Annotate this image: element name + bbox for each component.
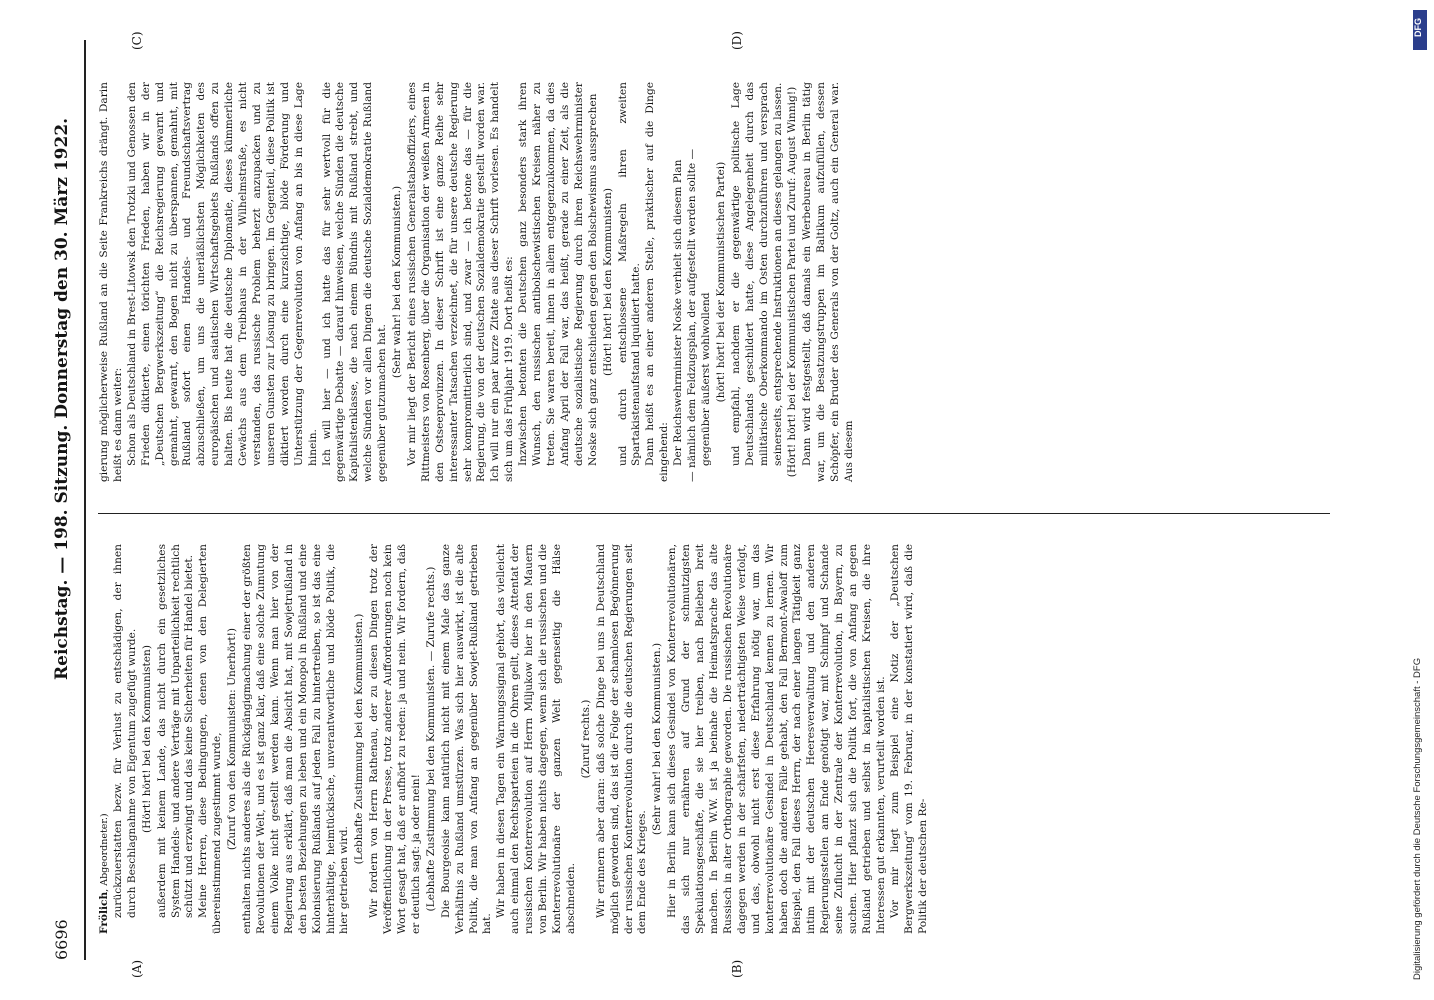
speaker-name: Frölich bbox=[98, 891, 110, 934]
paragraph: Wir haben in diesen Tagen ein Warnungssignal gehört, das vielleicht auch einmal den Rechtsparteien in die Ohren gellt, dieses Attentat der russischen Konterrevolution auf Herrn Miljukow hier in den Mauern von Berlin. Wir haben nichts dagegen, wenn sich die russischen und die Konterrevolutionäre der ganzen Welt gegenseitig die Hälse abschneiden. bbox=[495, 544, 577, 934]
paragraph: Vor mir liegt zum Beispiel eine Notiz der „Deutschen Bergwerkszeitung“ vom 19. Februar, in der konstatiert wird, daß die Politik der deutschen Re- bbox=[888, 544, 929, 934]
interjection: (Lebhafte Zustimmung bei den Kommunisten. — Zurufe rechts.) bbox=[424, 566, 437, 912]
interjection: (hört! hört! bei der Kommunistischen Partei) bbox=[714, 161, 727, 403]
quotation: Inzwischen betonten die Deutschen ganz besonders stark ihren Wunsch, den russischen antibolschewistischen Kreisen näher zu treten. Sie waren bereit, ihnen in allem entgegenzukommen, da dies Anfang April der Fall war, das heißt, gerade zu einer Zeit, als die deutsche sozialistische Regierung durch ihren Reichswehrminister Noske sich ganz entschieden gegen den Bolschewismus aussprechen bbox=[517, 82, 599, 466]
interjection: (Sehr wahr! bei den Kommunisten.) bbox=[651, 642, 664, 836]
dfg-footer-text: Digitalisierung gefördert durch die Deutsche Forschungsgemeinschaft - DFG bbox=[1412, 657, 1423, 980]
paragraph: Wir fordern von Herrn Rathenau, der zu diesen Dingen trotz der Veröffentlichung in der Presse, trotz anderer Aufforderungen noch kein Wort gesagt hat, daß er aufhört zu reden: ja und nein. Wir fordern, daß er deutlich sagt: ja oder nein! bbox=[368, 544, 422, 934]
interjection: (Zuruf von den Kommunisten: Unerhört!) bbox=[226, 627, 239, 851]
text-column-left bbox=[98, 544, 930, 934]
column-divider bbox=[98, 513, 1330, 514]
interjection: (Hört! hört! bei den Kommunisten) bbox=[140, 645, 153, 833]
interjection: (Hört! hört! bei den Kommunisten) bbox=[601, 188, 614, 376]
margin-marker-a: (A) bbox=[130, 959, 144, 978]
margin-marker-c: (C) bbox=[130, 31, 144, 50]
page-title: Reichstag. — 198. Sitzung. Donnerstag den 30. März 1922. bbox=[52, 117, 72, 680]
interjection: (Sehr wahr! bei den Kommunisten.) bbox=[391, 185, 404, 379]
quotation: Der Reichswehrminister Noske verhielt sich diesem Plan bbox=[672, 159, 685, 466]
paragraph: außerdem mit keinem Lande, das nicht durch ein gesetzliches System Handels- und andere Verträge mit Unparteilichkeit rechtlich schützt und erzwingt und das keine Sicherheiten für Handel bietet. bbox=[155, 544, 196, 918]
margin-marker-d: (D) bbox=[730, 31, 744, 50]
paragraph: Dann heißt es an einer anderen Stelle, praktischer auf die Dinge eingehend: bbox=[644, 82, 671, 482]
paragraph: Dann wird festgestellt, daß damals ein Werbebureau in Berlin tätig war, um die Besatzungstruppen im Baltikum aufzufüllen, dessen Schöpfer, ein Bruder des Generals von der Goltz, auch ein General war. Aus diesem bbox=[801, 82, 856, 482]
quotation: und durch entschlossene Maßregeln ihren zweiten Spartakistenaufstand liquidiert hatte. bbox=[616, 82, 643, 466]
paragraph: Wir erinnern aber daran: daß solche Dinge bei uns in Deutschland möglich geworden sind, das ist die Folge der schamlosen Begönnerung der russischen Konterrevolution durch die deutschen Regierungen seit dem Ende des Krieges. bbox=[594, 544, 649, 934]
paragraph: Vor mir liegt der Bericht eines russischen Generalstabsoffiziers, eines Rittmeisters von Rosenberg, über die Organisation der weißen Armeen in den Ostseeprovinzen. In dieser Schrift ist eine ganze Reihe sehr interessanter Tatsachen verzeichnet, die für unsere deutsche Regierung sehr kompromittierlich sind, und zwar — ich betone das — für die Regierung, die von der deutschen Sozialdemokratie gestellt worden war. Ich will nur ein paar kurze Zitate aus dieser Schrift vorlesen. Es handelt sich um das Frühjahr 1919. Dort heißt es: bbox=[405, 82, 516, 482]
header-rule bbox=[84, 40, 86, 960]
interjection: (Lebhafte Zustimmung bei den Kommunisten.) bbox=[353, 613, 366, 865]
speaker-role: , Abgeordneter.) bbox=[99, 813, 110, 892]
paragraph: gierung möglicherweise Rußland an die Seite Frankreichs drängt. Darin heißt es dann weiter: bbox=[98, 82, 124, 482]
quotation: gegenüber äußerst wohlwollend bbox=[699, 292, 712, 466]
dfg-logo-text: DFG bbox=[1413, 18, 1423, 37]
dfg-footer bbox=[1410, 10, 1430, 990]
paragraph: Ich will hier — und ich hatte das für sehr wertvoll für die gegenwärtige Debatte — darauf hinweisen, welche Sünden die deutsche Kapitalistenklasse, die nach einem Bündnis mit Rußland strebt, und welche Sünden vor allen Dingen die deutsche Sozialdemokratie Rußland gegenüber gutzumachen hat. bbox=[320, 82, 389, 482]
paragraph: — nämlich dem Feldzugsplan, der aufgestellt werden sollte — bbox=[686, 148, 699, 482]
quotation: Schon als Deutschland in Brest-Litowsk den Trotzki und Genossen den Frieden diktierte, einen törichten Frieden, haben wir in der „Deutschen Bergwerkszeitung“ die Reichsregierung gewarnt und gemahnt, gewarnt, den Bogen nicht zu überspannen, gemahnt, mit Rußland sofort einen Handels- und Freundschaftsvertrag abzuschließen, um uns die unerläßlichsten Möglichkeiten des europäischen und asiatischen Wirtschaftsgebiets Rußlands offen zu halten. Bis heute hat die deutsche Diplomatie, dieses kümmerliche Gewächs aus dem Treibhaus in der Wilhelmstraße, es nicht verstanden, das russische Problem beherzt anzupacken und zu unseren Gunsten zur Lösung zu bringen. Im Gegenteil, diese Politik ist diktiert worden durch eine kurzsichtige, blöde Förderung und Unterstützung der Gegenrevolution von Anfang an bis in diese Lage hinein. bbox=[125, 82, 319, 466]
paragraph: Die Bourgeoisie kann natürlich nicht mit einem Male das ganze Verhältnis zu Rußland umstürzen. Was sich hier auswirkt, ist die alte Politik, die man von Anfang an gegenüber Sowjet-Rußland getrieben hat. bbox=[439, 544, 494, 934]
paragraph: Hier in Berlin kann sich dieses Gesindel von Konterrevolutionären, das sich nur ernähren auf Grund der schmutzigsten Spekulationsgeschäfte, die sie hier treiben, nach Belieben breit machen. In Berlin W.W. ist ja beinahe die Heimatsprache das alte Russisch in alter Orthographie geworden. Die russischen Revolutionäre dagegen werden in der schärfsten, niederträchtigsten Weise verfolgt, und das, obwohl nicht erst diese Erfahrung nötig war, um das konterrevolutionäre Gesindel in Deutschland kennen zu lernen. Wir haben doch die anderen Fälle gehabt, den Fall Bermont-Awaloff zum Beispiel, den Fall dieses Herrn, der nach einer langen Tätigkeit ganz intim mit der deutschen Heeresverwaltung und den anderen Regierungsstellen am Ende genötigt war, mit Schimpf und Schande seine Zuflucht in der Zentrale der Konterrevolution, in Bayern, zu suchen. Hier pflanzt sich die Politik fort, die von Anfang an gegen Rußland getrieben und selbst in kapitalistischen Kreisen, die ihre Interessen gut erkannten, verurteilt worden ist. bbox=[666, 544, 887, 934]
speaker-line bbox=[98, 544, 112, 934]
paragraph: zurückzuerstatten bezw. für Verlust zu entschädigen, der ihnen durch Beschlagnahme von Eigentum zugefügt wurde. bbox=[111, 544, 138, 918]
quotation: und empfahl, nachdem er die gegenwärtige politische Lage Deutschlands geschildert hatte, diese Angelegenheit durch das militärische Oberkommando im Osten durchzuführen und versprach seinerseits, entsprechende Instruktionen an dieses gelangen zu lassen. bbox=[729, 82, 784, 466]
margin-marker-b: (B) bbox=[730, 959, 744, 978]
text-column-right bbox=[98, 82, 857, 482]
interjection: (Zuruf rechts.) bbox=[579, 699, 592, 779]
page-number: 6696 bbox=[52, 919, 71, 960]
paragraph: enthalten nichts anderes als die Rückgängigmachung einer der größten Revolutionen der Welt, und es ist ganz klar, daß eine solche Zumutung einem Volke nicht gestellt werden kann. Wenn man hier von der Regierung aus erklärt, daß man die Absicht hat, mit Sowjetrußland in den besten Beziehungen zu leben und ein Monopol in Rußland und eine Kolonisierung Rußlands auf jeden Fall zu hintertreiben, so ist das eine hinterhältige, heimtückische, unverantwortliche und blöde Politik, die hier getrieben wird. bbox=[241, 544, 351, 934]
dfg-logo bbox=[1413, 10, 1427, 50]
interjection: (Hört! hört! bei der Kommunistischen Partei und Zuruf: August Winnig!) bbox=[786, 86, 799, 478]
paragraph: Meine Herren, diese Bedingungen, denen von den Delegierten übereinstimmend zugestimmt wurde, bbox=[197, 544, 224, 934]
page-header bbox=[52, 40, 78, 960]
